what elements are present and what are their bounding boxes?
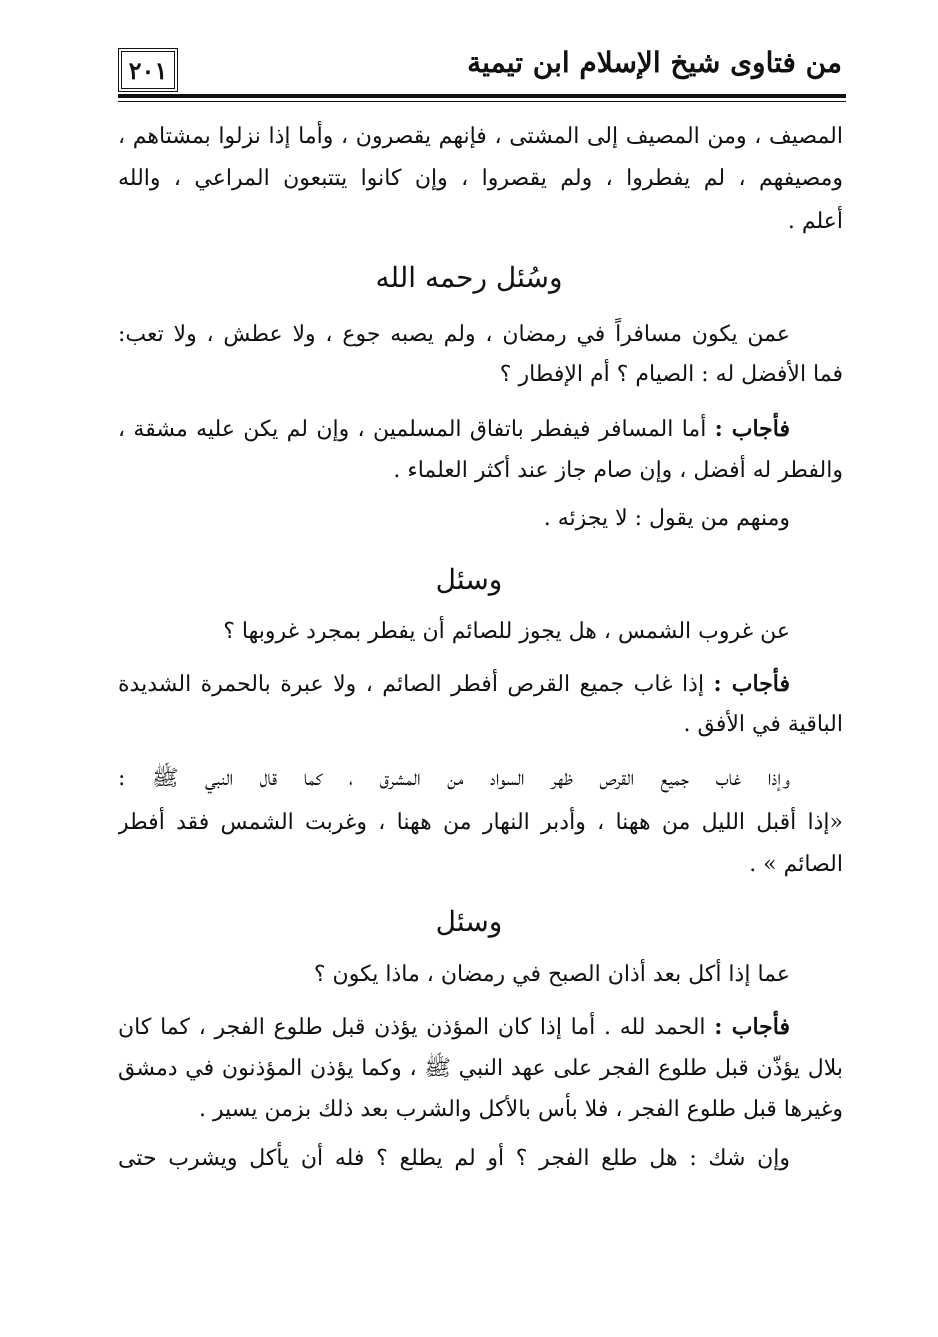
header-rule-thick [118, 94, 846, 98]
page-header [0, 0, 938, 110]
header-rule-thin [118, 101, 846, 102]
answer-lead: فأجاب : [714, 416, 790, 442]
hadith-line: «إذا أقبل الليل من ههنا ، وأدبر النهار من ههنا ، وغربت الشمس فقد أفطر [118, 810, 843, 835]
page-number: ٢٠١ [118, 48, 178, 92]
answer-line: ومنهم من يقول : لا يجزئه . [543, 506, 790, 531]
question-line: فما الأفضل له : الصيام ؟ أم الإفطار ؟ [499, 362, 843, 387]
answer-line: وإن شك : هل طلع الفجر ؟ أو لم يطلع ؟ فله أن يأكل ويشرب حتى [118, 1146, 790, 1171]
answer-line: فأجاب : إذا غاب جميع القرص أفطر الصائم ، ولا عبرة بالحمرة الشديدة [118, 671, 790, 697]
question-line: عمن يكون مسافراً في رمضان ، ولم يصبه جوع ، ولا عطش ، ولا تعب: [118, 322, 790, 347]
section-heading: وسُئل رحمه الله [375, 261, 563, 294]
answer-line: الباقية في الأفق . [683, 712, 843, 737]
answer-line: وغيرها قبل طلوع الفجر ، فلا بأس بالأكل والشرب بعد ذلك بزمن يسير . [199, 1097, 843, 1122]
answer-line: بلال يؤذّن قبل طلوع الفجر على عهد النبي ﷺ ، وكما يؤذن المؤذنون في دمشق [118, 1056, 843, 1081]
question-line: عما إذا أكل بعد أذان الصبح في رمضان ، ماذا يكون ؟ [313, 962, 790, 987]
running-title: من فتاوى شيخ الإسلام ابن تيمية [467, 46, 842, 79]
answer-line: فأجاب : أما المسافر فيفطر باتفاق المسلمين ، وإن لم يكن عليه مشقة ، [118, 416, 790, 442]
answer-line: والفطر له أفضل ، وإن صام جاز عند أكثر العلماء . [393, 458, 843, 483]
text-line: أعلم . [787, 209, 843, 234]
hadith-line: الصائم » . [749, 852, 843, 877]
answer-line: فأجاب : الحمد لله . أما إذا كان المؤذن يؤذن قبل طلوع الفجر ، كما كان [118, 1014, 790, 1040]
answer-lead: فأجاب : [714, 1014, 790, 1040]
answer-line: وإذا غاب جميع القرص ظهر السواد من المشرق ، كما قال النبي ﷺ : [118, 766, 790, 791]
section-heading: وسئل [435, 563, 503, 596]
answer-lead: فأجاب : [713, 671, 790, 697]
question-line: عن غروب الشمس ، هل يجوز للصائم أن يفطر بمجرد غروبها ؟ [223, 619, 790, 644]
section-heading: وسئل [435, 905, 503, 938]
text-line: ومصيفهم ، لم يفطروا ، ولم يقصروا ، وإن كانوا يتتبعون المراعي ، والله [118, 166, 843, 191]
text-line: المصيف ، ومن المصيف إلى المشتى ، فإنهم يقصرون ، وأما إذا نزلوا بمشتاهم ، [118, 124, 843, 149]
